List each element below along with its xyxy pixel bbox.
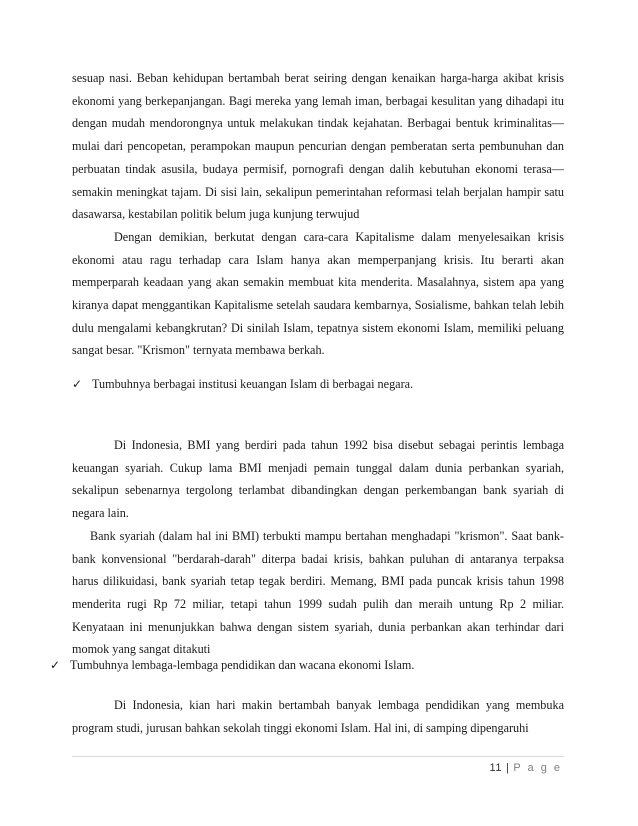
text-section-bottom [72,694,564,739]
bullet-item-1 [72,375,564,393]
checkmark-icon: ✓ [72,377,83,391]
paragraph-5: Di Indonesia, kian hari makin bertambah banyak lembaga pendidikan yang membuka program studi, jurusan bahkan sekolah tinggi ekonomi Islam. Hal ini, di samping dipengaruhi [72,698,564,735]
page-footer [490,762,562,774]
paragraph-1: sesuap nasi. Beban kehidupan bertambah berat seiring dengan kenaikan harga-harga akibat krisis ekonomi yang berkepanjangan. Bagi mereka yang lemah iman, berbagai kesulitan yang dihadapi itu dengan mudah mendorongnya untuk melakukan tindak kejahatan. Berbagai bentuk kriminalitas—mulai dari pencopetan, perampokan maupun pencurian dengan pemberatan serta pembunuhan dan perbuatan tindak asusila, budaya permisif, pornografi dengan dalih kebutuhan ekonomi terasa—semakin meningkat tajam. Di sisi lain, sekalipun pemerintahan reformasi telah berjalan hampir satu dasawarsa, kestabilan politik belum juga kunjung terwujud [72,71,564,222]
bullet-item-2 [50,656,564,674]
page-number: 11 [489,762,502,774]
footer-separator: | [505,762,510,774]
footer-divider [72,756,564,757]
text-section-middle [72,434,564,661]
bullet-text-1: Tumbuhnya berbagai institusi keuangan Islam di berbagai negara. [92,377,414,391]
bullet-text-2: Tumbuhnya lembaga-lembaga pendidikan dan wacana ekonomi Islam. [70,658,415,672]
paragraph-3: Di Indonesia, BMI yang berdiri pada tahun 1992 bisa disebut sebagai perintis lembaga keuangan syariah. Cukup lama BMI menjadi pemain tunggal dalam dunia perbankan syariah, sekalipun sebenarnya tergolong terlambat dibandingkan dengan perkembangan bank syariah di negara lain. [72,438,564,521]
text-section-top [72,67,564,362]
paragraph-4: Bank syariah (dalam hal ini BMI) terbukti mampu bertahan menghadapi "krismon". Saat bank-bank konvensional "berdarah-darah" diterpa badai krisis, bahkan puluhan di antaranya terpaksa harus dilikuidasi, bank syariah tetap tegak berdiri. Memang, BMI pada puncak krisis tahun 1998 menderita rugi Rp 72 miliar, tetapi tahun 1999 sudah pulih dan meraih untung Rp 2 miliar. Kenyataan ini menunjukkan bahwa dengan sistem syariah, dunia perbankan akan terhindar dari momok yang sangat ditakuti [72,528,564,657]
paragraph-2: Dengan demikian, berkutat dengan cara-cara Kapitalisme dalam menyelesaikan krisis ekonomi atau ragu terhadap cara Islam hanya akan memperpanjang krisis. Itu berarti akan memperparah keadaan yang akan semakin membuat kita menderita. Masalahnya, sistem apa yang kiranya dapat menggantikan Kapitalisme setelah saudara kembarnya, Sosialisme, bahkan telah lebih dulu mengalami kebangkrutan? Di sinilah Islam, tepatnya sistem ekonomi Islam, memiliki peluang sangat besar. "Krismon" ternyata membawa berkah. [72,229,564,358]
page-label: P a g e [513,762,562,774]
checkmark-icon: ✓ [50,658,61,672]
